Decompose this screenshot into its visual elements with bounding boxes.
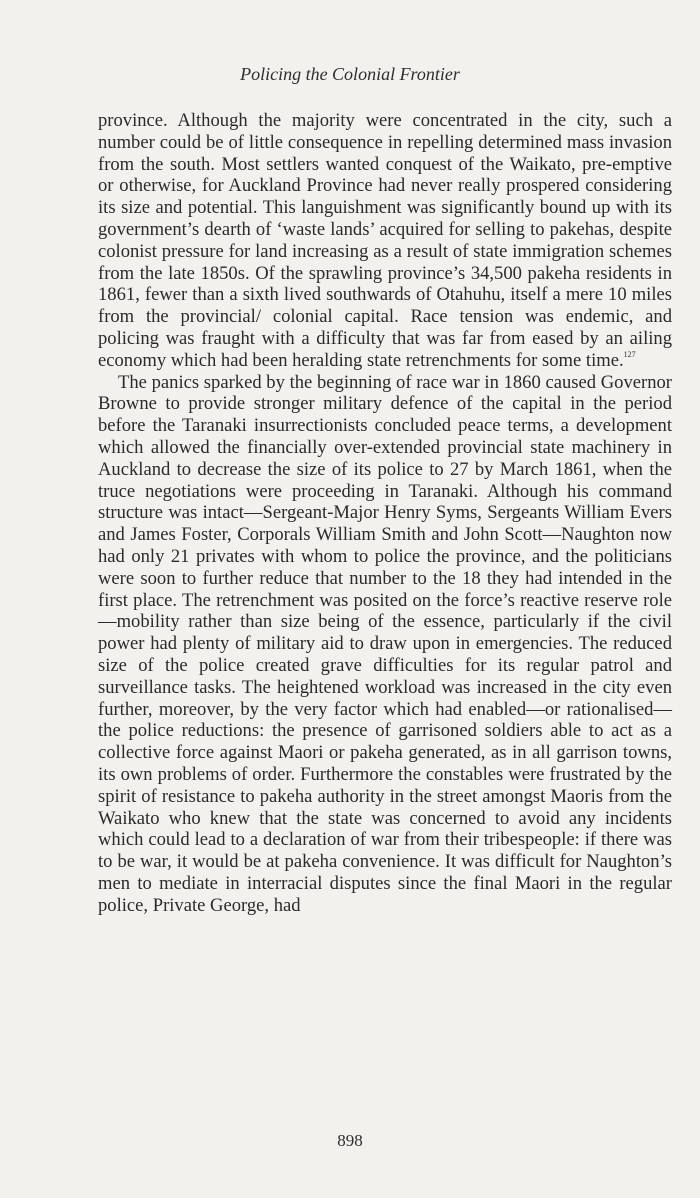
page-number: 898	[337, 1131, 363, 1150]
footnote-reference: 127	[623, 349, 636, 359]
paragraph-1	[98, 110, 672, 372]
body-text	[98, 110, 672, 916]
paragraph-2	[98, 372, 672, 917]
paragraph-2-text: The panics sparked by the beginning of race war in 1860 caused Governor Browne to provide stronger military defence of the capital in the period before the Taranaki insurrectionists concluded peace terms, a development which allowed the financially over-extended provincial state machinery in Auckland to decrease the size of its police to 27 by March 1861, when the truce negotiations were proceeding in Taranaki. Although his command structure was intact—Sergeant-Major Henry Syms, Sergeants William Evers and James Foster, Corporals William Smith and John Scott—Naughton now had only 21 privates with whom to police the province, and the politicians were soon to further reduce that number to the 18 they had intended in the first place. The retrenchment was posited on the force’s reactive reserve role—mobility rather than size being of the essence, particularly if the civil power had plenty of military aid to draw upon in emergencies. The reduced size of the police created grave difficulties for its regular patrol and surveillance tasks. The heightened workload was increased in the city even further, moreover, by the very factor which had enabled—or rationalised—the police reductions: the presence of garrisoned soldiers able to act as a collective force against Maori or pakeha generated, as in all garrison towns, its own problems of order. Furthermore the constables were frustrated by the spirit of resistance to pakeha authority in the street amongst Maoris from the Waikato who knew that the state was concerned to avoid any incidents which could lead to a declaration of war from their tribespeople: if there was to be war, it would be at pakeha convenience. It was difficult for Naughton’s men to mediate in interracial disputes since the final Maori in the regular police, Private George, had	[98, 371, 672, 916]
running-header: Policing the Colonial Frontier	[240, 64, 460, 84]
paragraph-1-text: province. Although the majority were concentrated in the city, such a number could be of little consequence in repelling determined mass invasion from the south. Most settlers wanted conquest of the Waikato, pre-emptive or otherwise, for Auckland Province had never really prospered considering its size and potential. This languishment was significantly bound up with its government’s dearth of ‘waste lands’ acquired for selling to pakehas, despite colonist pressure for land increasing as a result of state immigration schemes from the late 1850s. Of the sprawling province’s 34,500 pakeha residents in 1861, fewer than a sixth lived southwards of Otahuhu, itself a mere 10 miles from the provincial/ colonial capital. Race tension was endemic, and policing was fraught with a difficulty that was far from eased by an ailing economy which had been heralding state retrenchments for some time.	[98, 110, 672, 371]
